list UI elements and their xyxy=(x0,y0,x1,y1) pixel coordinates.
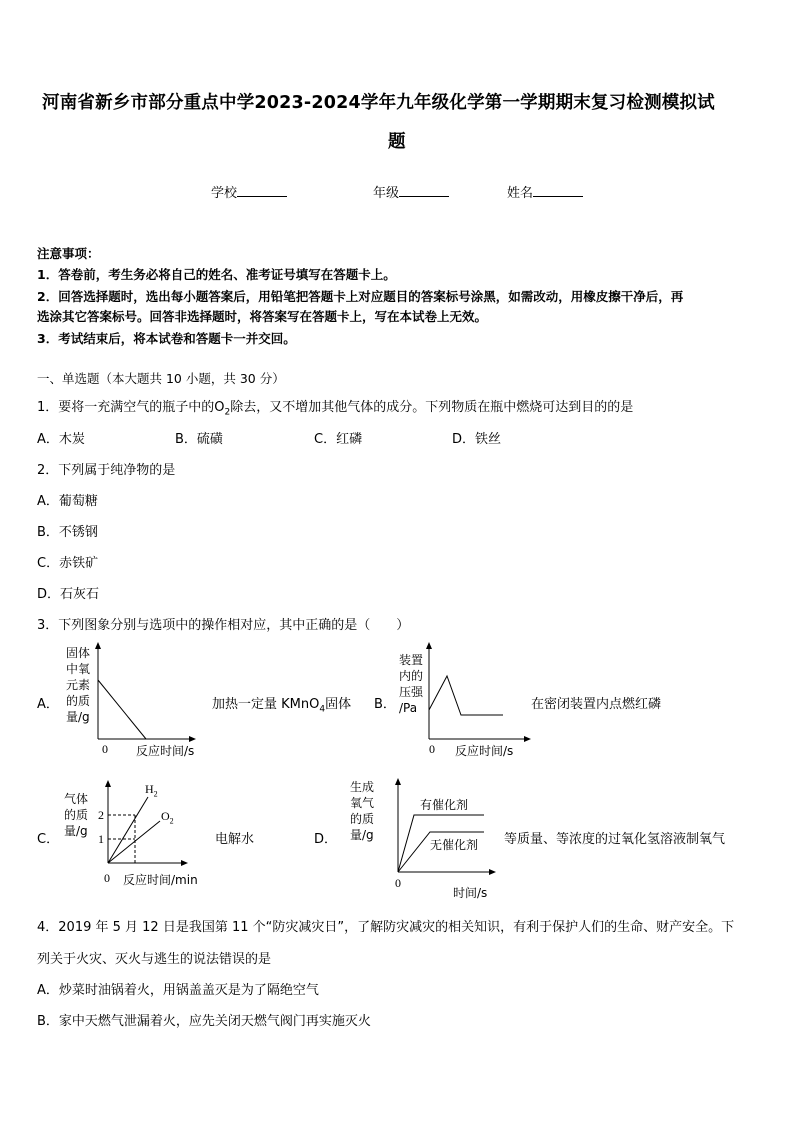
q1-stem-a: 1．要将一充满空气的瓶子中的O xyxy=(37,400,225,415)
q3-c-h2-line xyxy=(108,797,148,863)
grade-label: 年级 xyxy=(373,186,400,201)
q2-option-d[interactable]: D．石灰石 xyxy=(37,587,100,602)
school-label: 学校 xyxy=(211,186,238,201)
section-heading: 一、单选题（本大题共 10 小题，共 30 分） xyxy=(37,371,285,386)
q3-a-desc-a: 加热一定量 KMnO xyxy=(212,697,320,712)
q3-a-ylabel: 固体 中氧 元素 的质 量/g xyxy=(66,646,91,724)
q3-d-xlabel: 时间/s xyxy=(453,886,488,900)
q3-b-y-arrow xyxy=(426,642,432,649)
q3-d-desc: 等质量、等浓度的过氧化氢溶液制氧气 xyxy=(504,832,726,847)
notice-heading: 注意事项： xyxy=(37,246,100,261)
school-blank[interactable] xyxy=(237,184,287,197)
q3-c-h2-sub: 2 xyxy=(153,789,158,799)
q4-option-a[interactable]: A．炒菜时油锅着火，用锅盖盖灭是为了隔绝空气 xyxy=(37,983,319,998)
q3-stem: 3．下列图象分别与选项中的操作相对应，其中正确的是（ ） xyxy=(37,618,410,633)
q3-c-desc: 电解水 xyxy=(215,832,255,847)
name-blank[interactable] xyxy=(533,184,583,197)
q3-c-xlabel: 反应时间/min xyxy=(123,873,198,887)
q3-b-origin: 0 xyxy=(429,742,435,756)
q3-a-xlabel: 反应时间/s xyxy=(136,744,195,758)
q1-option-d[interactable]: D．铁丝 xyxy=(452,432,502,447)
q3-c-x-arrow xyxy=(181,860,188,866)
page-title-line1: 河南省新乡市部分重点中学2023-2024学年九年级化学第一学期期末复习检测模拟试 xyxy=(42,93,715,113)
q3-c-h2-text: H xyxy=(145,782,154,796)
notice-item-2a: 2．回答选择题时，选出每小题答案后，用铅笔把答题卡上对应题目的答案标号涂黑，如需改动，用橡皮擦干净后，再 xyxy=(37,289,684,304)
name-field[interactable] xyxy=(507,182,583,201)
q3-d-origin: 0 xyxy=(395,876,401,890)
q3-b-ylabel: 装置 内的 压强 /Pa xyxy=(399,653,424,715)
q3-a-letter: A． xyxy=(37,697,59,712)
name-label: 姓名 xyxy=(507,186,534,201)
q3-c-o2-label xyxy=(161,809,174,825)
q3-a-origin: 0 xyxy=(102,742,108,756)
page-title-line2: 题 xyxy=(388,132,406,152)
q4-stem-b: 列关于火灾、灭火与逃生的说法错误的是 xyxy=(37,952,272,967)
q3-b-xlabel: 反应时间/s xyxy=(455,744,514,758)
q3-c-o2-sub: 2 xyxy=(169,816,174,826)
q4-stem-a: 4．2019 年 5 月 12 日是我国第 11 个“防灾减灾日”，了解防灾减灾的相关知识，有利于保护人们的生命、财产安全。下 xyxy=(37,920,735,935)
q3-b-x-arrow xyxy=(524,736,531,742)
q3-b-curve xyxy=(429,676,503,715)
q2-option-b[interactable]: B．不锈钢 xyxy=(37,525,98,540)
q3-c-y-arrow xyxy=(105,780,111,787)
q4-option-b[interactable]: B．家中天燃气泄漏着火，应先关闭天燃气阀门再实施灭火 xyxy=(37,1014,371,1029)
q3-a-graph xyxy=(92,642,202,742)
q3-a-desc-sub: 4 xyxy=(319,704,326,715)
q3-c-ylabel: 气体 的质 量/g xyxy=(64,792,89,838)
q3-d-y-arrow xyxy=(395,778,401,785)
q3-c-o2-text: O xyxy=(161,809,170,823)
q3-b-letter: B． xyxy=(374,697,396,712)
q3-c-letter: C． xyxy=(37,832,60,847)
q3-c-tick-2: 2 xyxy=(98,808,104,822)
q3-a-y-arrow xyxy=(95,642,101,649)
notice-item-2b: 选涂其它答案标号。回答非选择题时，将答案写在答题卡上，写在本试卷上无效。 xyxy=(37,309,488,324)
q3-a-desc-b: 固体 xyxy=(325,697,352,712)
grade-blank[interactable] xyxy=(399,184,449,197)
q3-a-curve xyxy=(98,680,146,739)
q1-option-a[interactable]: A．木炭 xyxy=(37,432,85,447)
q3-b-desc: 在密闭装置内点燃红磷 xyxy=(531,697,662,712)
grade-field[interactable] xyxy=(373,182,449,201)
school-field[interactable] xyxy=(211,182,287,201)
q3-c-origin: 0 xyxy=(104,871,110,885)
q3-c-tick-1: 1 xyxy=(98,832,104,846)
q3-d-curve-top-label: 有催化剂 xyxy=(420,798,469,812)
q3-a-desc xyxy=(212,693,351,715)
q3-d-graph xyxy=(392,775,502,875)
q3-d-ylabel: 生成 氧气 的质 量/g xyxy=(350,780,375,842)
notice-item-3: 3．考试结束后，将本试卷和答题卡一并交回。 xyxy=(37,331,296,346)
q3-c-o2-line xyxy=(108,821,160,863)
q3-d-letter: D． xyxy=(314,832,338,847)
q1-option-c[interactable]: C．红磷 xyxy=(314,432,363,447)
q1-stem-sub: 2 xyxy=(224,407,231,418)
q1-stem xyxy=(37,396,633,418)
q3-d-curve-bottom-label: 无催化剂 xyxy=(430,838,479,852)
notice-item-1: 1．答卷前，考生务必将自己的姓名、准考证号填写在答题卡上。 xyxy=(37,267,396,282)
q1-stem-b: 除去，又不增加其他气体的成分。下列物质在瓶中燃烧可达到目的的是 xyxy=(230,400,634,415)
q2-option-c[interactable]: C．赤铁矿 xyxy=(37,556,99,571)
q2-option-a[interactable]: A．葡萄糖 xyxy=(37,494,98,509)
q2-stem: 2．下列属于纯净物的是 xyxy=(37,463,176,478)
q3-d-x-arrow xyxy=(489,869,496,875)
q1-option-b[interactable]: B．硫磺 xyxy=(175,432,223,447)
q3-c-h2-label xyxy=(145,782,158,798)
q3-b-graph xyxy=(423,642,538,742)
